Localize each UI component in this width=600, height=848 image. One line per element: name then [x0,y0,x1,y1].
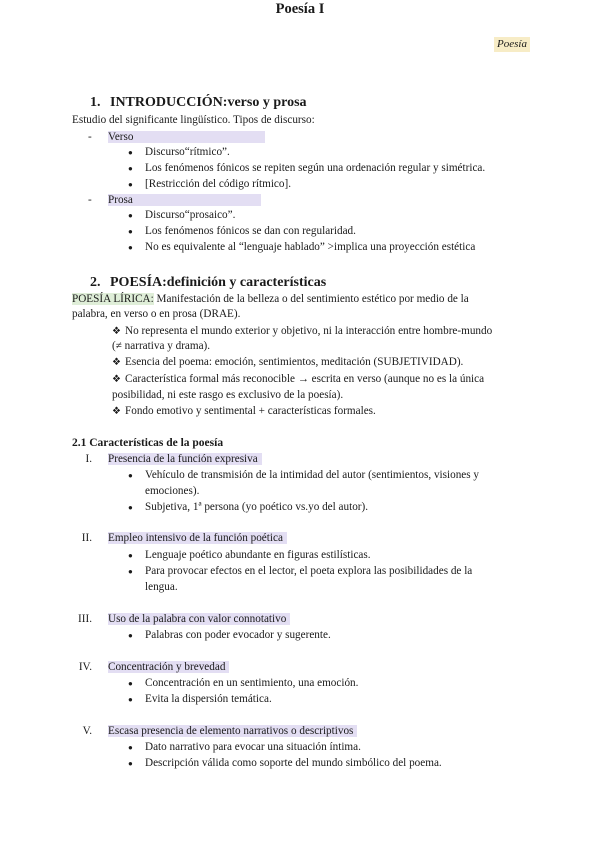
document-title: Poesía I [275,1,325,17]
verso-label: - Verso [108,130,265,145]
group-item: ● Evita la dispersión temática. [145,692,272,707]
group-heading: Empleo intensivo de la función poética [108,531,287,546]
group-item: ● Subjetiva, 1ª persona (yo poético vs.yo del autor). [145,500,368,515]
characteristic-point-cont: (≠ narrativa y drama). [112,340,211,352]
group-item: ● Lenguaje poético abundante en figuras estilísticas. [145,548,371,563]
subsection-heading: 2.1 Características de la poesía [72,437,224,449]
verso-item: ● [Restricción del código rítmico]. [145,177,291,192]
group-heading: Uso de la palabra con valor connotativo [108,612,290,627]
prosa-label: - Prosa [108,193,261,208]
group-item-cont: emociones). [145,485,200,497]
group-numeral: III. [78,613,92,625]
group-item: ● Para provocar efectos en el lector, el poeta explora las posibilidades de la [145,564,472,579]
group-heading: Presencia de la función expresiva [108,452,262,467]
section-1-heading [90,94,307,112]
prosa-item: ● Los fenómenos fónicos se dan con regularidad. [145,224,356,239]
prosa-item: ● Discurso“prosaico”. [145,208,235,223]
definition-term: POESÍA LÍRICA: [72,293,154,305]
group-heading: Escasa presencia de elemento narrativos o descriptivos [108,724,357,739]
characteristic-point: ❖ Esencia del poema: emoción, sentimientos, meditación (SUBJETIVIDAD). [125,355,463,370]
group-numeral: V. [82,725,92,737]
characteristic-point: ❖ Fondo emotivo y sentimental + características formales. [125,404,376,419]
characteristic-point: ❖ No representa el mundo exterior y objetivo, ni la interacción entre hombre-mundo [125,324,492,339]
verso-item: ● Discurso“rítmico”. [145,145,230,160]
group-numeral: II. [81,532,92,544]
group-numeral: I. [85,453,92,465]
group-item: ● Concentración en un sentimiento, una emoción. [145,676,358,691]
group-item: ● Palabras con poder evocador y sugerente. [145,628,331,643]
header-tag: Poesía [494,37,530,52]
section-title: POESÍA:definición y características [110,275,327,290]
definition-line: POESÍA LÍRICA: Manifestación de la belleza o del sentimiento estético por medio de la [72,293,469,305]
definition-line: palabra, en verso o en prosa (DRAE). [72,308,241,320]
verso-item: ● Los fenómenos fónicos se repiten según una ordenación regular y simétrica. [145,161,485,176]
section-number: 1. [90,95,101,110]
group-item: ● Dato narrativo para evocar una situación íntima. [145,740,361,755]
prosa-item: ● No es equivalente al “lenguaje hablado” >implica una proyección estética [145,240,475,255]
section-2-heading [90,274,326,292]
characteristic-point: ❖ Característica formal más reconocible → escrita en verso (aunque no es la única [125,372,484,387]
group-item: ● Descripción válida como soporte del mundo simbólico del poema. [145,756,442,771]
section-title: INTRODUCCIÓN:verso y prosa [110,95,307,110]
group-heading: Concentración y brevedad [108,660,229,675]
group-item: ● Vehículo de transmisión de la intimidad del autor (sentimientos, visiones y [145,468,479,483]
group-item-cont: lengua. [145,581,178,593]
section-1-intro: Estudio del significante lingüístico. Tipos de discurso: [72,114,315,126]
section-number: 2. [90,275,101,290]
characteristic-point-cont: posibilidad, ni este rasgo es exclusivo de la poesía). [112,389,344,401]
group-numeral: IV. [78,661,92,673]
